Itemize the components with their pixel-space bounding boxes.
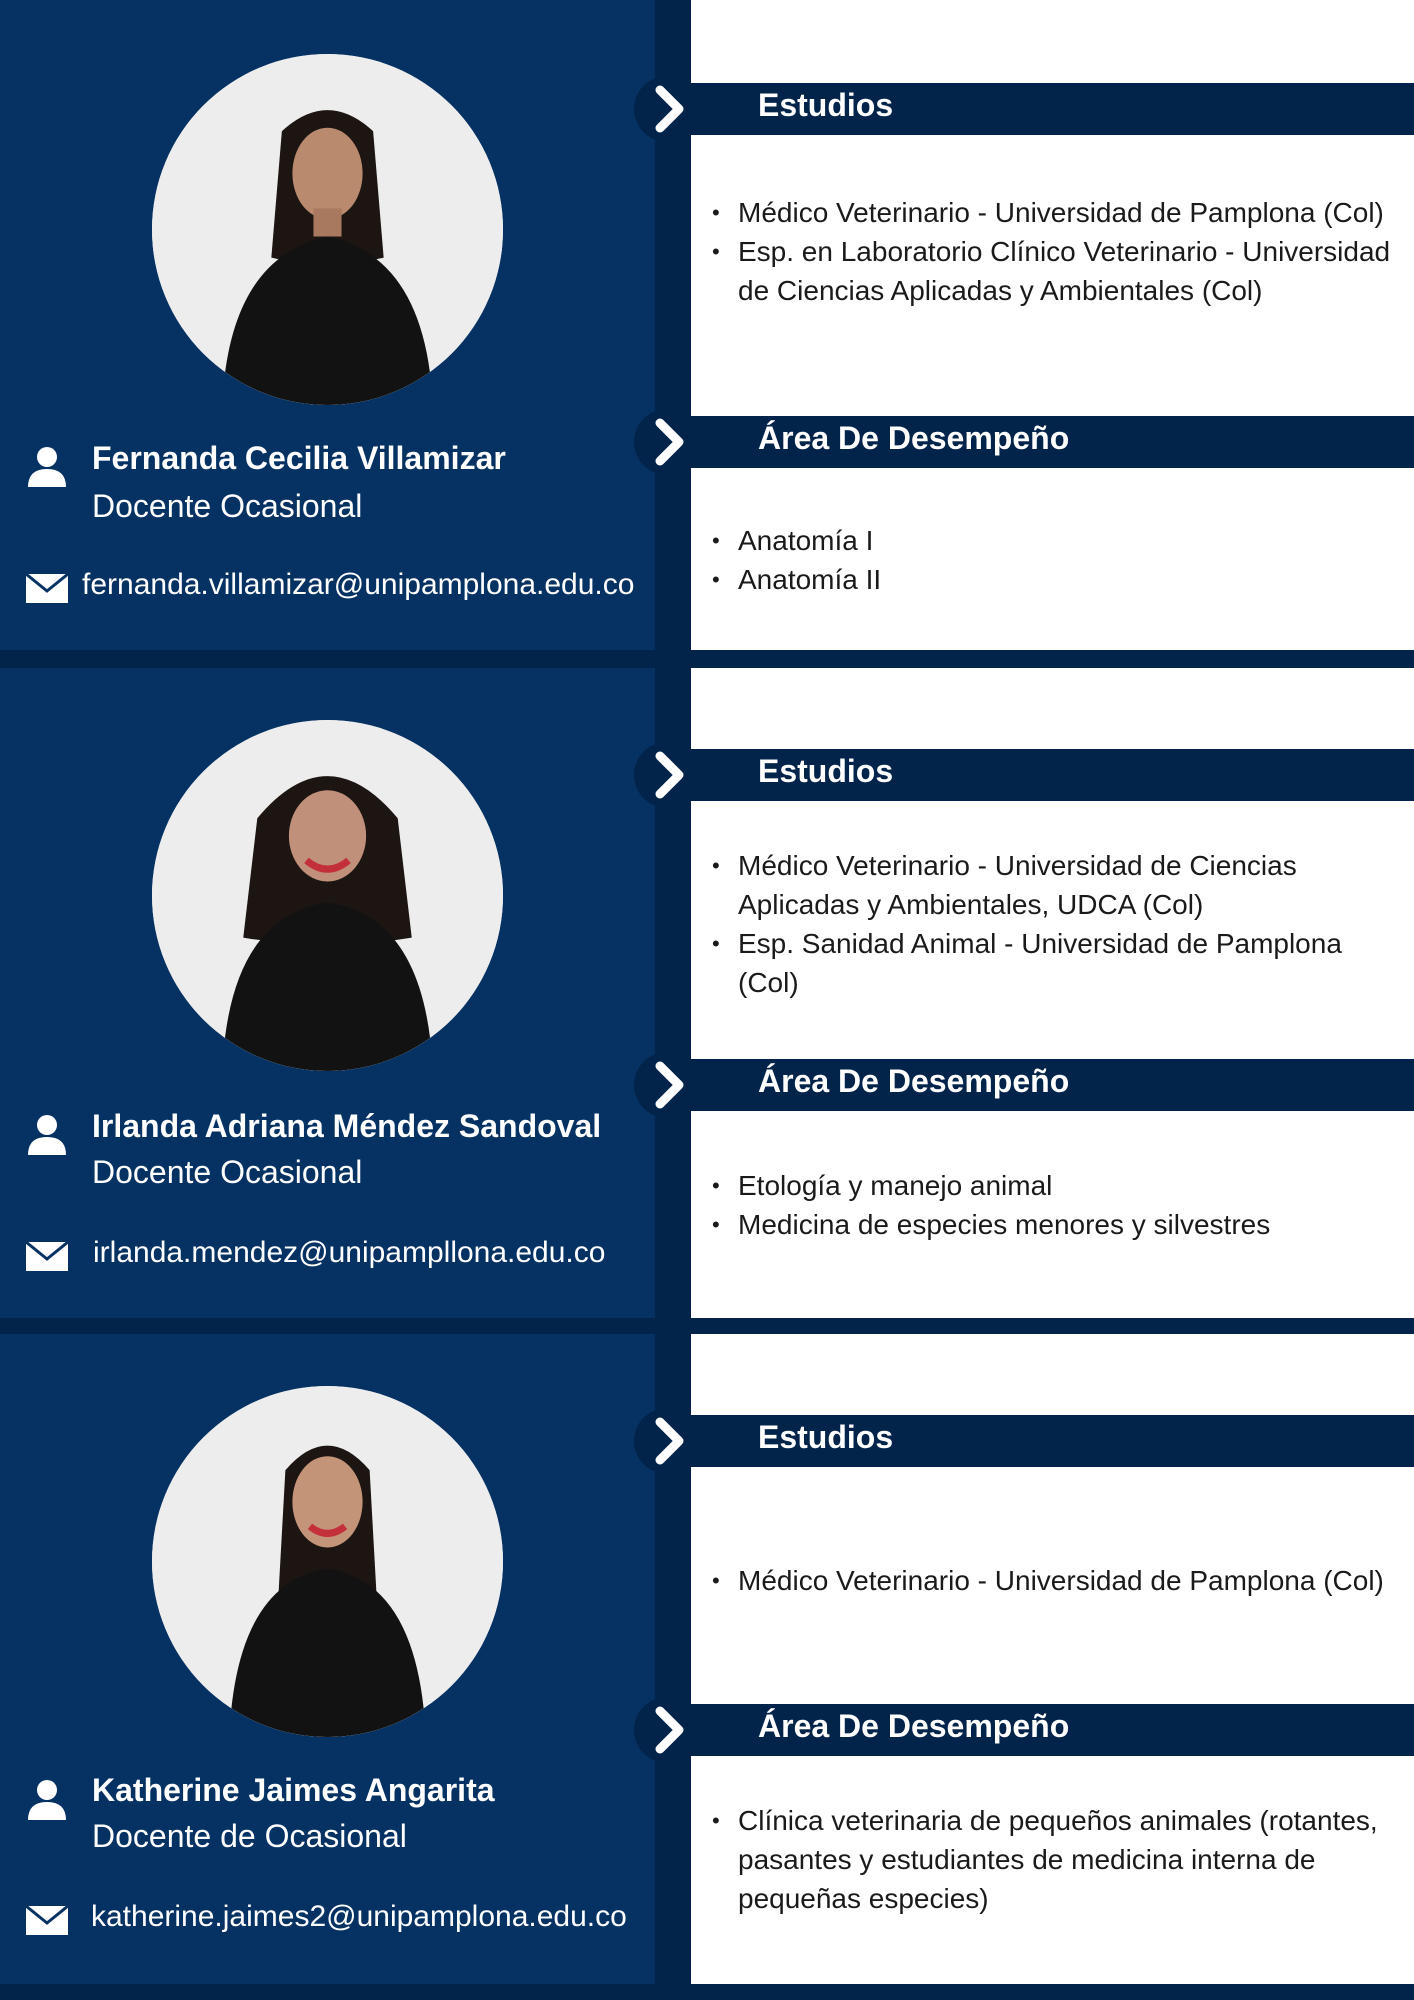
profile-card (0, 668, 1414, 1318)
area-list (738, 1166, 1408, 1244)
mail-icon (26, 1242, 68, 1271)
area-list (738, 1801, 1408, 1918)
studies-heading: Estudios (758, 87, 894, 123)
mail-icon (26, 1906, 68, 1935)
profile-photo (152, 1386, 503, 1737)
profile-role: Docente Ocasional (92, 1154, 363, 1190)
profile-role: Docente Ocasional (92, 488, 363, 524)
chevron-right-icon (634, 742, 700, 808)
list-item: • Médico Veterinario - Universidad de Pamplona (Col) (738, 193, 1408, 232)
mail-icon (26, 574, 68, 603)
person-icon (26, 445, 68, 487)
portrait-image (152, 54, 503, 405)
profile-panel (0, 668, 655, 1318)
list-item: • Anatomía II (738, 560, 1408, 599)
portrait-image (152, 1386, 503, 1737)
chevron-right-icon (634, 409, 700, 475)
chevron-right-icon (634, 76, 700, 142)
profile-panel (0, 1334, 655, 1984)
profile-name: Fernanda Cecilia Villamizar (92, 440, 506, 476)
profile-name: Katherine Jaimes Angarita (92, 1772, 495, 1808)
studies-list (738, 1561, 1408, 1600)
chevron-right-icon (634, 1697, 700, 1763)
person-icon (26, 1113, 68, 1155)
profile-panel (0, 0, 655, 650)
list-item: • Etología y manejo animal (738, 1166, 1408, 1205)
profile-card (0, 0, 1414, 650)
area-heading: Área De Desempeño (758, 1708, 1070, 1744)
list-item: • Medicina de especies menores y silvestres (738, 1205, 1408, 1244)
list-item: • Médico Veterinario - Universidad de Pamplona (Col) (738, 1561, 1408, 1600)
portrait-image (152, 720, 503, 1071)
profile-photo (152, 54, 503, 405)
list-item: • Anatomía I (738, 521, 1408, 560)
profile-card (0, 1334, 1414, 1984)
studies-list (738, 193, 1408, 310)
list-item: • Esp. Sanidad Animal - Universidad de Pamplona (Col) (738, 924, 1408, 1002)
person-icon (26, 1778, 68, 1820)
profile-name: Irlanda Adriana Méndez Sandoval (92, 1108, 602, 1144)
list-item: • Clínica veterinaria de pequeños animales (rotantes, pasantes y estudiantes de medicina interna de pequeñas especies) (738, 1801, 1408, 1918)
studies-heading: Estudios (758, 753, 894, 789)
profile-email-link[interactable]: katherine.jaimes2@unipamplona.edu.co (91, 1900, 627, 1933)
studies-list (738, 846, 1408, 1002)
studies-heading: Estudios (758, 1419, 894, 1455)
area-heading: Área De Desempeño (758, 420, 1070, 456)
profile-email-link[interactable]: irlanda.mendez@unipampllona.edu.co (93, 1236, 606, 1269)
profile-photo (152, 720, 503, 1071)
area-list (738, 521, 1408, 599)
profile-email-link[interactable]: fernanda.villamizar@unipamplona.edu.co (82, 568, 635, 601)
chevron-right-icon (634, 1052, 700, 1118)
list-item: • Médico Veterinario - Universidad de Ciencias Aplicadas y Ambientales, UDCA (Col) (738, 846, 1408, 924)
profile-role: Docente de Ocasional (92, 1818, 407, 1854)
chevron-right-icon (634, 1408, 700, 1474)
area-heading: Área De Desempeño (758, 1063, 1070, 1099)
list-item: • Esp. en Laboratorio Clínico Veterinario - Universidad de Ciencias Aplicadas y Ambientales (Col) (738, 232, 1408, 310)
